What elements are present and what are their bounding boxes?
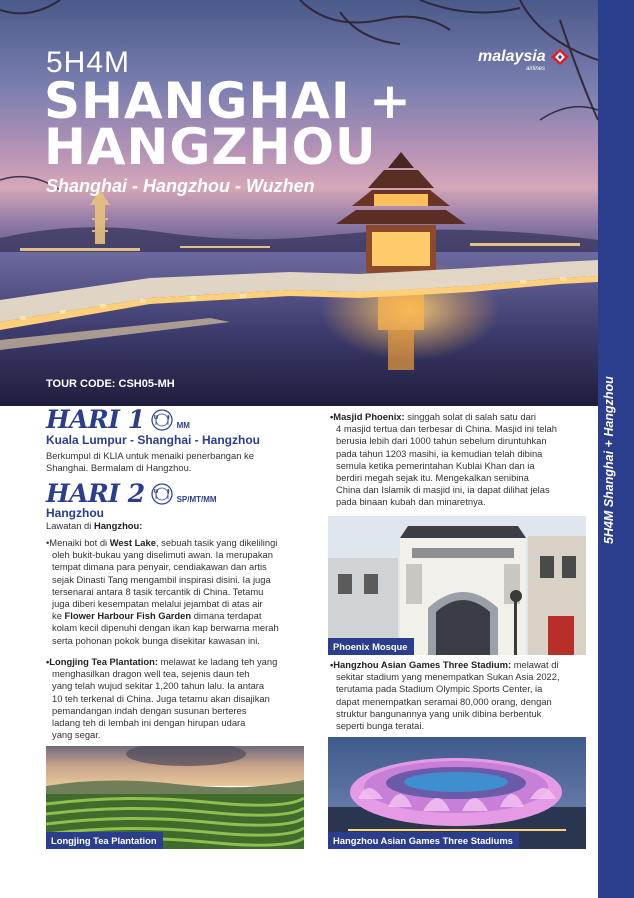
text-line: sekitar stadium yang menempatkan Sukan Asia 2022, (336, 671, 560, 683)
logo-word: malaysia (478, 48, 546, 65)
text-line: tempat dimana para penyair, cendiakawan dan artis (52, 561, 267, 573)
text-line: tersenarai antara 8 tasik tercantik di China. Tetamu (52, 585, 264, 597)
text-line: pada tahun 1203 masihi, ia kemudian telah dibina (336, 447, 543, 459)
text-span: ke (52, 610, 65, 622)
text-line: juga diberi kesempatan melalui jejambat di atas air (52, 598, 263, 610)
mosque-illustration (328, 516, 586, 655)
day2-label: HARI 2 (46, 479, 145, 508)
tour-code: TOUR CODE: CSH05-MH (46, 378, 175, 390)
text-line: terutama pada Stadium Olympic Sports Center, ia (336, 683, 543, 695)
phoenix-mosque-photo (328, 516, 586, 655)
text-line: China dan Islamik di masjid ini, ia dapat dilihat jelas (336, 484, 550, 496)
longjing-bullet (46, 656, 277, 741)
tour-route: Shanghai - Hangzhou - Wuzhen (46, 176, 315, 196)
tour-title (44, 72, 412, 176)
text-span: singgah solat di salah satu dari (404, 411, 536, 422)
text-line: semula ketika pemerintahan Kublai Khan dan ia (336, 459, 535, 471)
text-line: menghasilkan dragon well tea, sejenis daun teh (52, 668, 250, 680)
text-span: melawat di (511, 659, 559, 670)
tour-title-line1: SHANGHAI + (44, 72, 412, 130)
text-line: 4 masjid tertua dan terbesar di China. Masjid ini telah (336, 423, 557, 435)
tour-duration: 5H4M (46, 46, 131, 79)
text-span: •Menaiki bot di (46, 537, 110, 548)
text-line: sejak Dinasti Tang mengambil inspirasi disini. Ia juga (52, 573, 271, 585)
day1-route: Kuala Lumpur - Shanghai - Hangzhou (46, 433, 260, 447)
malaysia-airlines-logo (478, 48, 571, 72)
day2-intro (46, 520, 142, 532)
side-bar-title: 5H4M Shanghai + Hangzhou (602, 376, 616, 544)
text-line: serta pohonan pokok bunga disekitar kawasan ini. (52, 634, 260, 646)
meal-icon (151, 483, 173, 505)
longjing-tea-caption: Longjing Tea Plantation (46, 832, 163, 849)
text-line: ladang teh di lembah ini dengan hirupan udara (52, 717, 246, 729)
hero-banner (0, 0, 598, 406)
text-span: Hangzhou: (93, 520, 143, 531)
phoenix-bullet (330, 411, 557, 509)
text-span: melawat ke ladang teh yang (157, 656, 278, 667)
text-line: berdiri megah sejak itu. Mengekalkan senibina (336, 472, 529, 484)
text-line: dapat menempatkan seramai 80,000 orang, dengan (336, 695, 552, 707)
text-line: berusia lebih dari 1000 tahun sebelum diruntuhkan (336, 435, 547, 447)
stadium-caption: Hangzhou Asian Games Three Stadiums (328, 832, 519, 849)
text-line: 10 teh terkenal di China. Juga tetamu akan disajikan (52, 692, 270, 704)
day1-meals: MM (176, 421, 190, 430)
text-span: Lawatan di (46, 520, 94, 531)
text-span: West Lake (109, 537, 156, 548)
text-line: yang segar. (52, 729, 101, 741)
text-line: seperti bunga teratai. (336, 720, 425, 732)
text-line: kolam kecil dipenuhi dengan ikan kap berwarna merah (52, 622, 279, 634)
text-line: Berkumpul di KLIA untuk menaiki penerbangan ke (46, 450, 254, 461)
text-line: pemandangan indah dengan susunan berteres (52, 704, 247, 716)
text-span: •Longjing Tea Plantation: (46, 656, 158, 667)
tour-title-line2: HANGZHOU (44, 118, 377, 176)
side-bar (598, 0, 634, 898)
text-line: pada binaan kubah dan minaretnya. (336, 496, 486, 508)
text-line: yang telah wujud sekitar 1,200 tahun lalu. Ia antara (52, 680, 265, 692)
text-span: dimana terdapat (191, 610, 262, 622)
longjing-tea-photo (46, 746, 304, 849)
text-line: struktur bangunannya yang unik dibina berbentuk (336, 707, 542, 719)
text-span: , sebuah tasik yang dikelilingi (155, 537, 278, 548)
text-span: Flower Harbour Fish Garden (64, 610, 192, 622)
day1-label: HARI 1 (46, 405, 145, 434)
day2-city: Hangzhou (46, 506, 104, 520)
day2-meals: SP/MT/MM (176, 495, 217, 504)
logo-sub: airlines (526, 66, 546, 72)
stadium-bullet (330, 659, 560, 732)
text-line: oleh bukit-bukau yang diselimuti awan. Ia merupakan (52, 549, 273, 561)
text-line: Shanghai. Bermalam di Hangzhou. (46, 462, 192, 474)
text-span: •Hangzhou Asian Games Three Stadium: (330, 659, 512, 670)
westlake-bullet (46, 537, 279, 647)
phoenix-mosque-caption: Phoenix Mosque (328, 638, 414, 655)
stadium-photo (328, 737, 586, 849)
day1-description (46, 450, 254, 474)
airline-kite-icon (549, 48, 571, 66)
text-span: •Masjid Phoenix: (330, 411, 405, 422)
meal-icon (151, 409, 173, 431)
day1-heading (46, 405, 190, 434)
day2-heading (46, 479, 217, 508)
